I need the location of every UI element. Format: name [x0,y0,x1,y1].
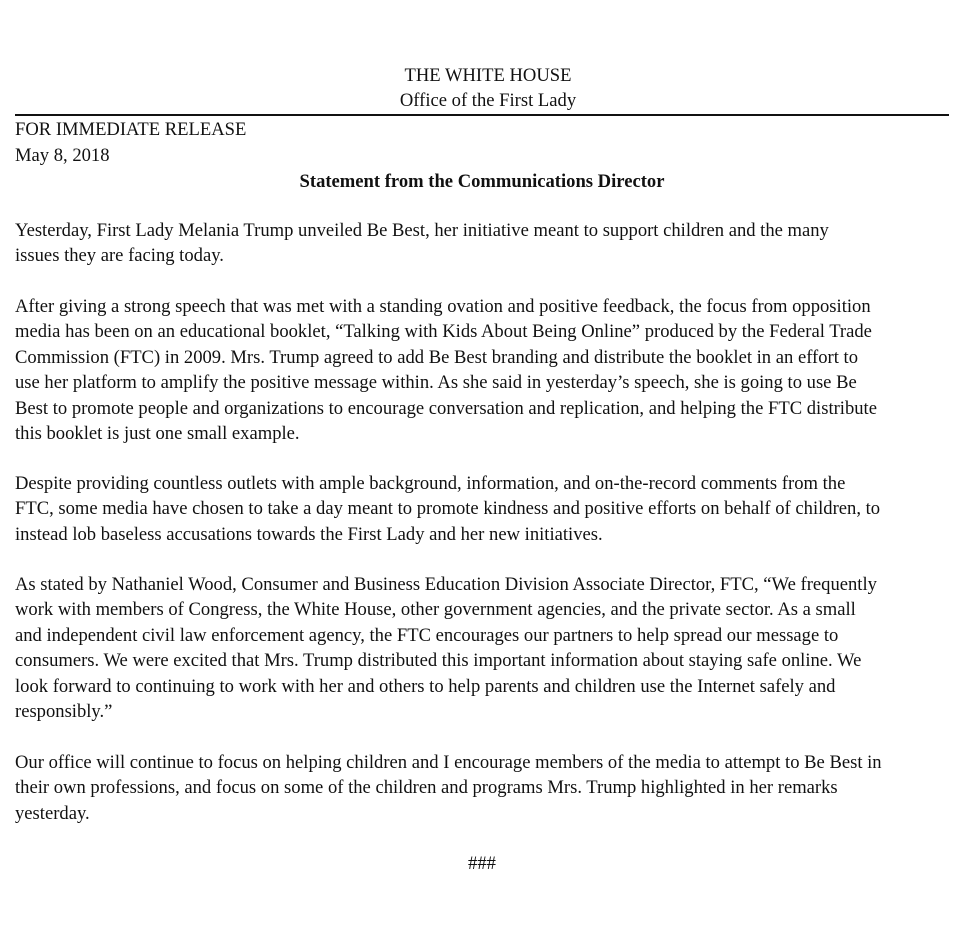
paragraph-line: yesterday. [15,802,90,824]
paragraph-line: this booklet is just one small example. [15,423,300,445]
paragraph-line: As stated by Nathaniel Wood, Consumer and Business Education Division Associate Director, FTC, “We frequently [15,574,877,595]
paragraph-line: Despite providing countless outlets with ample background, information, and on-the-record comments from the [15,473,846,494]
paragraph-line: their own professions, and focus on some of the children and programs Mrs. Trump highlighted in her remarks [15,777,838,799]
paragraph-line: and independent civil law enforcement agency, the FTC encourages our partners to help spread our message to [15,624,839,646]
paragraph-line: FTC, some media have chosen to take a day meant to promote kindness and positive efforts on behalf of children, to [15,498,881,520]
paragraph-line: use her platform to amplify the positive message within. As she said in yesterday’s speech, she is going to use Be [15,372,857,394]
paragraph-3 [15,471,955,547]
release-label: FOR IMMEDIATE RELEASE [15,119,247,140]
release-date: May 8, 2018 [15,145,110,166]
paragraph-line: Our office will continue to focus on helping children and I encourage members of the media to attempt to Be Best in [15,752,882,773]
paragraph-line: consumers. We were excited that Mrs. Trump distributed this important information about staying safe online. We [15,650,862,672]
paragraph-line: After giving a strong speech that was met with a standing ovation and positive feedback, the focus from opposition [15,296,871,317]
paragraph-line: Commission (FTC) in 2009. Mrs. Trump agreed to add Be Best branding and distribute the booklet in an effort to [15,346,859,368]
statement-title: Statement from the Communications Director [299,171,665,192]
end-mark: ### [468,853,496,874]
paragraph-line: media has been on an educational booklet, “Talking with Kids About Being Online” produced by the Federal Trade [15,321,872,343]
paragraph-2 [15,294,955,446]
office-heading: Office of the First Lady [399,90,577,111]
paragraph-line: look forward to continuing to work with her and others to help parents and children use the Internet safely and [15,675,836,697]
paragraph-5 [15,750,955,826]
org-heading: THE WHITE HOUSE [404,65,572,86]
paragraph-line: Yesterday, First Lady Melania Trump unveiled Be Best, her initiative meant to support children and the many [15,220,829,241]
paragraph-line: responsibly.” [15,701,113,723]
paragraph-line: instead lob baseless accusations towards the First Lady and her new initiatives. [15,523,603,545]
paragraph-line: work with members of Congress, the White House, other government agencies, and the private sector. As a small [15,599,856,621]
paragraph-4 [15,572,955,724]
header-divider [15,114,949,116]
paragraph-line: Best to promote people and organizations to encourage conversation and replication, and helping the FTC distribute [15,397,877,419]
paragraph-line: issues they are facing today. [15,245,224,267]
paragraph-1 [15,218,955,269]
